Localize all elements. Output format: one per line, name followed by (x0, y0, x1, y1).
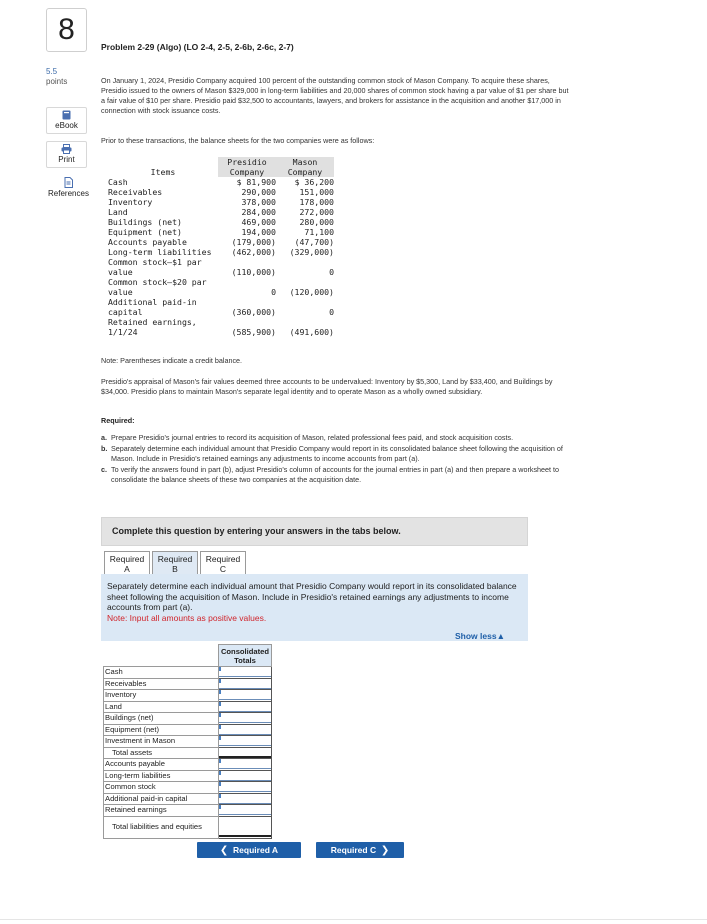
blank-header (104, 645, 219, 667)
table-row: Retained earnings (104, 805, 272, 817)
printer-icon (47, 144, 86, 155)
complete-question-banner: Complete this question by entering your answers in the tabs below. (101, 517, 528, 546)
mason-header: Mason Company (276, 157, 334, 177)
table-row: Common stock–$20 par value 0 (120,000) (108, 277, 334, 297)
references-icon (46, 177, 91, 189)
additional-paid-in-capital-input[interactable] (219, 794, 271, 804)
receivables-input[interactable] (219, 679, 271, 689)
retained-earnings-input[interactable] (219, 805, 271, 815)
tab-required-c[interactable]: Required C (200, 551, 246, 574)
total-liabilities-equities-input[interactable] (219, 817, 271, 837)
total-assets-input[interactable] (219, 748, 271, 758)
prev-required-a-button[interactable]: ❮ Required A (197, 842, 301, 858)
table-row: Land (104, 701, 272, 713)
table-row: Retained earnings, 1/1/24 (585,900) (491,600) (108, 317, 334, 337)
table-row: Equipment (net) 194,000 71,100 (108, 227, 334, 237)
required-heading: Required: (101, 416, 135, 425)
ebook-label: eBook (55, 121, 78, 130)
table-row: Investment in Mason (104, 736, 272, 748)
items-header: Items (150, 167, 176, 177)
table-row: Common stock (104, 782, 272, 794)
table-row: Receivables 290,000 151,000 (108, 187, 334, 197)
consolidated-totals-header: Consolidated Totals (219, 645, 272, 667)
required-tabs (104, 551, 248, 574)
points-label: points (46, 77, 68, 86)
input-note: Note: Input all amounts as positive values. (107, 612, 267, 623)
chevron-right-icon: ❯ (380, 845, 390, 856)
question-number: 8 (46, 8, 87, 52)
instruction-text: Separately determine each individual amount that Presidio Company would report in its consolidated balance sheet following the acquisition of Mason. Include in Presidio's retained earnings any adjustments to income accounts from part (a). (107, 581, 517, 612)
show-less-link[interactable]: Show less▲ (455, 631, 505, 641)
list-item: a. Prepare Presidio's journal entries to record its acquisition of Mason, related professional fees paid, and stock acquisition costs. (101, 433, 514, 442)
buildings-input[interactable] (219, 713, 271, 723)
points-value: 5.5 (46, 67, 58, 76)
table-row: Additional paid-in capital (104, 793, 272, 805)
table-row: Land 284,000 272,000 (108, 207, 334, 217)
presidio-header: Presidio Company (218, 157, 276, 177)
next-required-c-button[interactable]: Required C ❯ (316, 842, 404, 858)
equipment-input[interactable] (219, 725, 271, 735)
tab-required-b[interactable]: Required B (152, 551, 198, 574)
table-row: Cash (104, 667, 272, 679)
consolidated-totals-table (103, 644, 272, 839)
points-display (46, 67, 67, 87)
appraisal-text: Presidio's appraisal of Mason's fair values deemed three accounts to be undervalued: Inventory by $5,300, Land by $33,400, and Buildings by $34,000. Presidio plans to maintain Mason's separate legal identity and to operate Mason as a wholly owned subsidiary. (101, 377, 553, 396)
table-row: Total liabilities and equities (104, 816, 272, 838)
balance-sheet-table (108, 157, 334, 337)
table-row: Long-term liabilities (104, 770, 272, 782)
table-row: Equipment (net) (104, 724, 272, 736)
print-label: Print (58, 155, 75, 164)
credit-note: Note: Parentheses indicate a credit balance. (101, 356, 243, 365)
problem-intro: On January 1, 2024, Presidio Company acquired 100 percent of the outstanding common stock of Mason Company. To acquire these shares, Presidio issued to the owners of Mason $329,000 in long-term liabilities and 20,000 shares of common stock having a par value of $1 per share but a fair value of $10 per share. Presidio paid $32,500 to accountants, lawyers, and brokers for assistance in the acquisition and another $17,000 in connection with stock issuance costs. (101, 76, 569, 115)
list-item: b. Separately determine each individual amount that Presidio Company would report in its consolidated balance sheet following the acquisition of Mason. Include in Presidio's retained earnings any adjustments to income accounts from part (a). (101, 444, 563, 463)
footer-divider (0, 919, 707, 920)
table-row: Long-term liabilities (462,000) (329,000) (108, 247, 334, 257)
required-list (101, 433, 571, 486)
table-row: Receivables (104, 678, 272, 690)
long-term-liabilities-input[interactable] (219, 771, 271, 781)
tab-required-a[interactable]: Required A (104, 551, 150, 574)
table-row: Accounts payable (179,000) (47,700) (108, 237, 334, 247)
table-row: Buildings (net) (104, 713, 272, 725)
prior-text: Prior to these transactions, the balance sheets for the two companies were as follows: (101, 136, 375, 145)
table-row: Inventory (104, 690, 272, 702)
table-row: Cash $ 81,900 $ 36,200 (108, 177, 334, 187)
table-row: Accounts payable (104, 759, 272, 771)
land-input[interactable] (219, 702, 271, 712)
references-label: References (48, 189, 89, 198)
table-row: Additional paid-in capital (360,000) 0 (108, 297, 334, 317)
table-row: Inventory 378,000 178,000 (108, 197, 334, 207)
references-button[interactable] (46, 177, 91, 198)
list-item: c. To verify the answers found in part (b), adjust Presidio's column of accounts for the journal entries in part (a) and then prepare a worksheet to consolidate the balance sheets of these two companies at the acquisition date. (101, 465, 560, 484)
print-button[interactable] (46, 141, 87, 168)
inventory-input[interactable] (219, 690, 271, 700)
table-row: Buildings (net) 469,000 280,000 (108, 217, 334, 227)
triangle-up-icon: ▲ (496, 631, 505, 641)
table-row: Common stock–$1 par value (110,000) 0 (108, 257, 334, 277)
problem-title: Problem 2-29 (Algo) (LO 2-4, 2-5, 2-6b, 2-6c, 2-7) (101, 42, 294, 52)
investment-in-mason-input[interactable] (219, 736, 271, 746)
ebook-button[interactable] (46, 107, 87, 134)
book-icon (47, 110, 86, 121)
table-row: Total assets (104, 747, 272, 759)
common-stock-input[interactable] (219, 782, 271, 792)
accounts-payable-input[interactable] (219, 759, 271, 769)
chevron-left-icon: ❮ (219, 845, 229, 856)
cash-input[interactable] (219, 667, 271, 677)
